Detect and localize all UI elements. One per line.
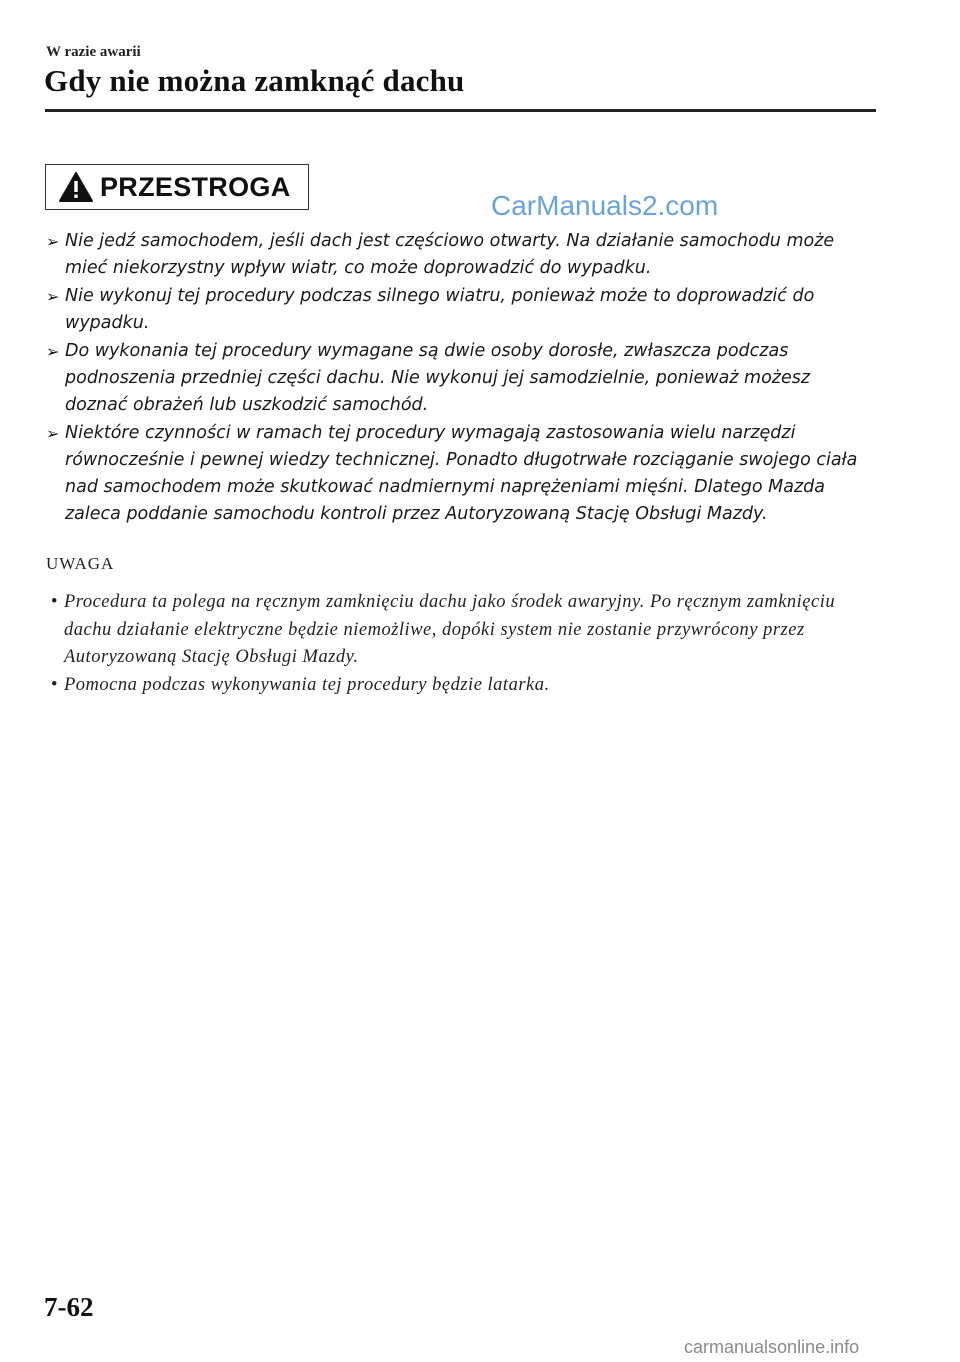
footer-watermark: carmanualsonline.info xyxy=(684,1337,860,1357)
caution-item-text: Nie jedź samochodem, jeśli dach jest częściowo otwarty. Na działanie samochodu może mieć niekorzystny wpływ wiatr, co może doprowadzić do wypadku. xyxy=(65,231,835,278)
warning-triangle-icon xyxy=(58,171,94,203)
caution-item xyxy=(46,420,876,528)
caution-item xyxy=(46,338,876,419)
caution-list xyxy=(46,228,876,529)
caution-header xyxy=(45,164,309,210)
note-item xyxy=(46,589,876,672)
note-item-text: Pomocna podczas wykonywania tej procedury będzie latarka. xyxy=(64,674,550,695)
arrow-bullet-icon: ➢ xyxy=(46,287,60,306)
caution-item xyxy=(46,228,876,282)
section-label: W razie awarii xyxy=(46,44,141,60)
arrow-bullet-icon: ➢ xyxy=(46,232,60,251)
arrow-bullet-icon: ➢ xyxy=(46,342,60,361)
arrow-bullet-icon: ➢ xyxy=(46,424,60,443)
page-title: Gdy nie można zamknąć dachu xyxy=(44,63,465,98)
dot-bullet-icon: • xyxy=(51,592,58,612)
caution-item-text: Do wykonania tej procedury wymagane są dwie osoby dorosłe, zwłaszcza podczas podnoszenia przedniej części dachu. Nie wykonuj jej samodzielnie, ponieważ możesz doznać obrażeń lub uszkodzić samochód. xyxy=(65,341,811,415)
note-item xyxy=(46,672,876,700)
caution-label: PRZESTROGA xyxy=(100,171,291,202)
watermark-top: CarManuals2.com xyxy=(491,190,719,221)
note-item-text: Procedura ta polega na ręcznym zamknięciu dachu jako środek awaryjny. Po ręcznym zamknięciu dachu działanie elektryczne będzie niemożliwe, dopóki system nie zostanie przywrócony przez Autoryzowaną Stację Obsługi Mazdy. xyxy=(64,592,836,667)
dot-bullet-icon: • xyxy=(51,674,58,695)
title-divider xyxy=(45,109,876,112)
note-list xyxy=(46,589,876,699)
caution-item-text: Niektóre czynności w ramach tej procedury wymagają zastosowania wielu narzędzi równocześnie i pewnej wiedzy technicznej. Ponadto długotrwałe rozciąganie swojego ciała nad samochodem może skutkować nadmiernymi naprężeniami mięśni. Dlatego Mazda zaleca poddanie samochodu kontroli przez Autoryzowaną Stację Obsługi Mazdy. xyxy=(65,423,858,524)
caution-item-text: Nie wykonuj tej procedury podczas silnego wiatru, ponieważ może to doprowadzić do wypadku. xyxy=(65,286,815,333)
page-number: 7-62 xyxy=(44,1292,94,1322)
note-label: UWAGA xyxy=(46,554,115,573)
caution-item xyxy=(46,283,876,337)
